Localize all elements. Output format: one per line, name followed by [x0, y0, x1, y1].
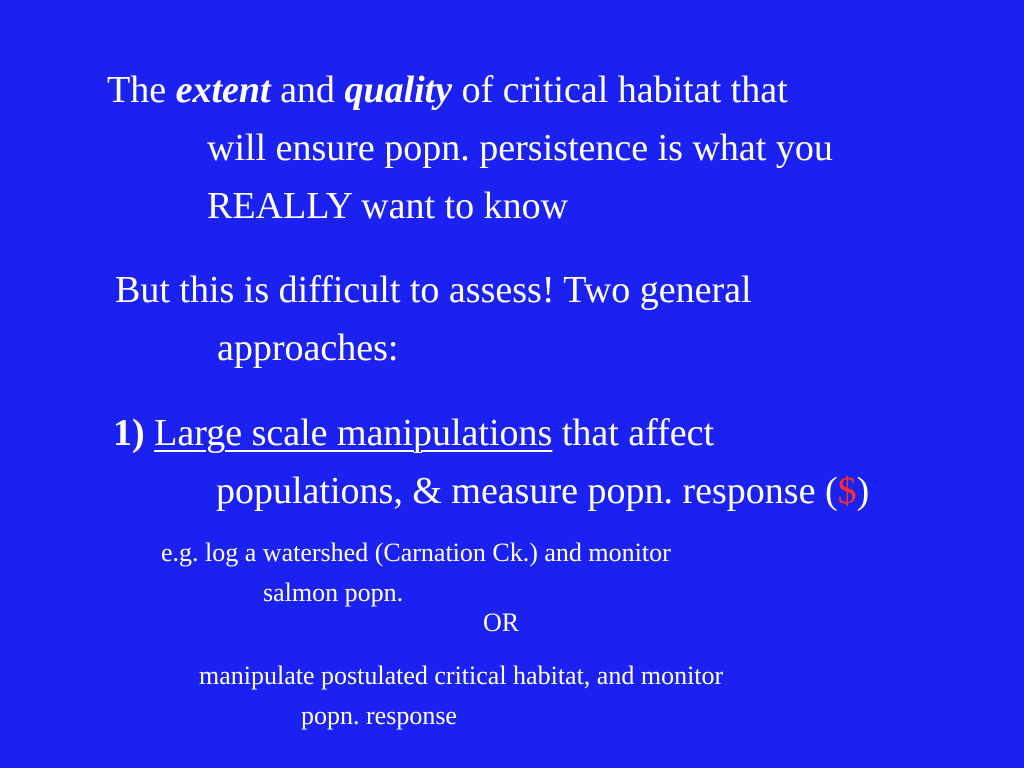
intro-line-2: will ensure popn. persistence is what you	[207, 127, 833, 169]
large-scale-manipulations-link[interactable]: Large scale manipulations	[154, 412, 553, 454]
intro-word-and: and	[270, 69, 345, 111]
alternative-line-2: popn. response	[301, 701, 457, 730]
approach-1-line-2-text: populations, & measure popn. response (	[216, 470, 838, 512]
difficulty-line-1: But this is difficult to assess! Two general	[115, 269, 752, 311]
difficulty-paragraph	[115, 261, 752, 377]
intro-line-1	[107, 61, 833, 119]
extent-emphasis: extent	[175, 69, 271, 111]
intro-paragraph	[107, 61, 833, 235]
alternative-line-1: manipulate postulated critical habitat, and monitor	[199, 661, 724, 690]
alternative-paragraph	[199, 663, 723, 743]
intro-line-1-rest: of critical habitat that	[452, 69, 788, 111]
quality-emphasis: quality	[344, 69, 453, 111]
intro-word-the: The	[107, 69, 176, 111]
approach-number: 1	[113, 412, 132, 454]
approach-1-line-2	[113, 462, 869, 520]
approach-1-close-paren: )	[856, 470, 870, 512]
dollar-sign: $	[837, 470, 857, 512]
example-line-1: e.g. log a watershed (Carnation Ck.) and monitor	[161, 538, 671, 567]
approach-1-paragraph	[113, 404, 869, 520]
intro-line-3: REALLY want to know	[207, 185, 569, 227]
difficulty-line-2: approaches:	[217, 327, 399, 369]
approach-paren: )	[132, 412, 155, 454]
example-paragraph	[161, 540, 671, 620]
approach-1-line-1-rest: that affect	[552, 412, 715, 454]
approach-1-line-1	[113, 404, 869, 462]
example-line-2: salmon popn.	[263, 578, 404, 607]
or-separator: OR	[483, 608, 520, 637]
